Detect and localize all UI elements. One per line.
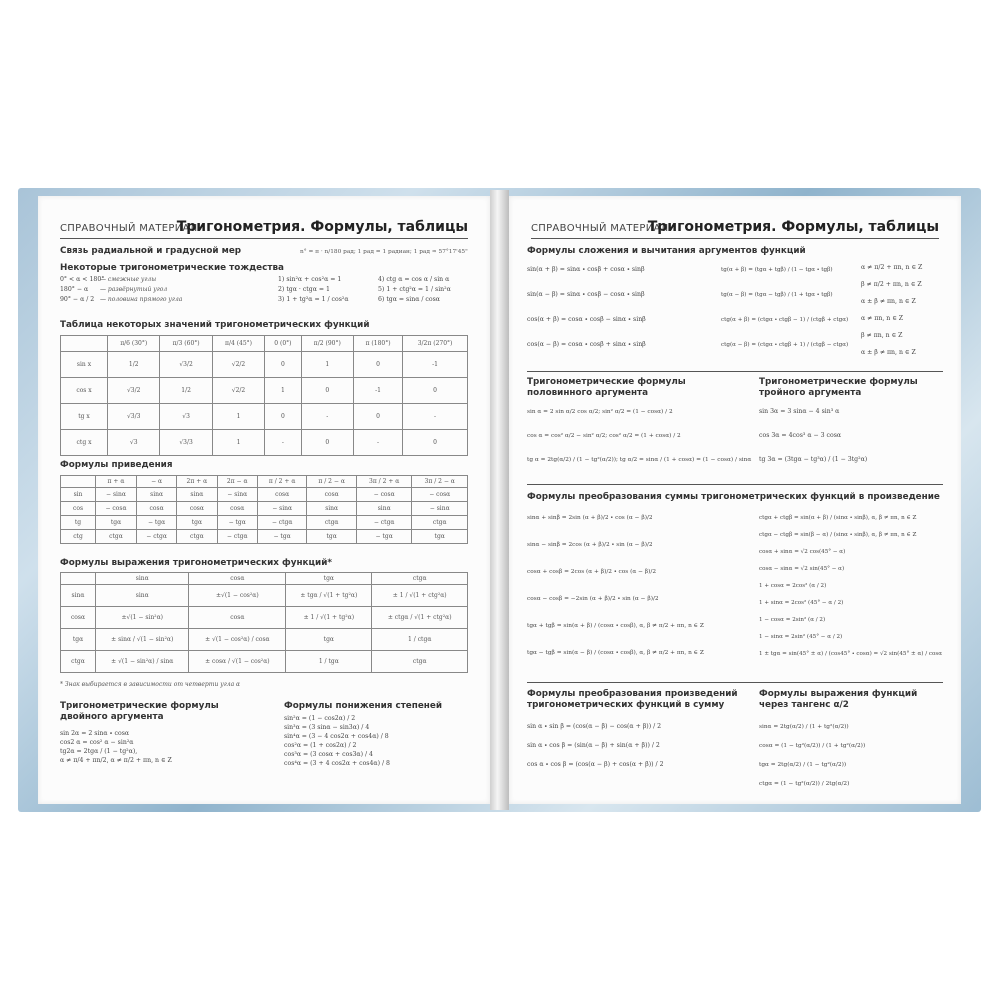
- table-header-row: [61, 476, 468, 488]
- table-cell: cos: [61, 502, 96, 516]
- table-cell: √3: [160, 404, 212, 430]
- table-cell: − tgα: [217, 516, 257, 530]
- table-header-row: [61, 573, 468, 585]
- table-cell: ± 1 / √(1 + tg²α): [286, 607, 372, 629]
- table-cell: -1: [354, 378, 403, 404]
- radian-formula: n° = π · n/180 рад; 1 рад = 1 радиан; 1 рад ≈ 57°17'45": [300, 249, 468, 255]
- sum-formula: sinα + sinβ = 2sin (α + β)/2 ∙ cos (α − β)/2: [527, 515, 653, 521]
- table-cell: 3π / 2 − α: [412, 476, 468, 488]
- double-formula: sin 2α = 2 sinα ∙ cosα: [60, 730, 130, 737]
- table-cell: √3: [108, 430, 160, 456]
- table-cell: sinα: [136, 488, 176, 502]
- sum-formula-right: ctgα − ctgβ = sin(β − α) / (sinα ∙ sinβ), α, β ≠ πn, n ∈ Z: [759, 532, 917, 538]
- table-cell: tgα: [412, 530, 468, 544]
- table-cell: ± √(1 − sin²α) / sinα: [96, 651, 189, 673]
- triple-heading: Тригонометрические формулы тройного аргумента: [759, 377, 918, 398]
- addition-formula: cos(α + β) = cosα ∙ cosβ − sinα ∙ sinβ: [527, 316, 646, 323]
- tangent-formula: ctgα = (1 − tg²(α/2)) / 2tg(α/2): [759, 781, 850, 787]
- sum-formula: cosα − cosβ = −2sin (α + β)/2 ∙ sin (α − β)/2: [527, 596, 659, 602]
- triple-formula: cos 3α = 4cos³ α − 3 cosα: [759, 432, 842, 439]
- table-row: [61, 404, 468, 430]
- identity-item: 1) sin²α + cos²α = 1: [278, 276, 342, 283]
- sum-formula: sinα − sinβ = 2cos (α + β)/2 ∙ sin (α − β)/2: [527, 542, 653, 548]
- table-cell: π / 2 + α: [257, 476, 307, 488]
- double-formula: tg2α = 2tgα / (1 − tg²α),: [60, 748, 138, 755]
- right-page: [509, 196, 961, 804]
- table-cell: ctgα: [372, 651, 468, 673]
- table-cell: √2/2: [212, 352, 264, 378]
- identity-item: 4) ctg α = cos α / sin α: [378, 276, 450, 283]
- tangent-heading: Формулы выражения функций через тангенс α/2: [759, 689, 918, 710]
- table-cell: √3/2: [160, 352, 212, 378]
- addition-condition: β ≠ πn, n ∈ Z: [861, 332, 903, 339]
- identity-item: 180° − α: [60, 286, 89, 293]
- table-cell: ± 1 / √(1 + ctg²α): [372, 585, 468, 607]
- addition-tan-formula: tg(α − β) = (tgα − tgβ) / (1 + tgα ∙ tgβ): [721, 292, 833, 298]
- table-row: [61, 629, 468, 651]
- power-formula: sin²α = (1 − cos2α) / 2: [284, 715, 356, 722]
- identity-item: — развёрнутый угол: [100, 286, 168, 293]
- table-cell: [61, 573, 96, 585]
- power-formula: sin⁴α = (3 − 4 cos2α + cos4α) / 8: [284, 733, 389, 740]
- sum-formula: cosα + cosβ = 2cos (α + β)/2 ∙ cos (α − β)/2: [527, 569, 657, 575]
- table-cell: 0: [403, 378, 468, 404]
- reduction-heading: Формулы приведения: [60, 460, 173, 470]
- table-cell: π + α: [96, 476, 137, 488]
- table-cell: 1 / tgα: [286, 651, 372, 673]
- table-cell: √3/2: [108, 378, 160, 404]
- table-cell: ctg x: [61, 430, 108, 456]
- table-cell: tgα: [286, 573, 372, 585]
- table-cell: ctgα: [372, 573, 468, 585]
- tangent-formula: cosα = (1 − tg²(α/2)) / (1 + tg²(α/2)): [759, 743, 866, 749]
- double-formula: α ≠ π/4 + πn/2, α ≠ π/2 + πn, n ∈ Z: [60, 757, 172, 764]
- table-cell: 0: [265, 352, 301, 378]
- table-cell: cos x: [61, 378, 108, 404]
- product-formula: sin α ∙ sin β = (cos(α − β) − cos(α + β)) / 2: [527, 723, 662, 730]
- table-cell: tgα: [61, 629, 96, 651]
- table-header-row: [61, 336, 468, 352]
- table-cell: − ctgα: [257, 516, 307, 530]
- table-cell: 1/2: [108, 352, 160, 378]
- table-cell: 0: [403, 430, 468, 456]
- sum-heading: Формулы преобразования суммы тригонометрических функций в произведение: [527, 492, 940, 502]
- table-cell: ± cosα / √(1 − cos²α): [189, 651, 286, 673]
- table-cell: π/4 (45°): [212, 336, 264, 352]
- table-cell: tgα: [286, 629, 372, 651]
- addition-condition: α ≠ πn, n ∈ Z: [861, 315, 904, 322]
- table-row: [61, 502, 468, 516]
- table-cell: ± sinα / √(1 − sin²α): [96, 629, 189, 651]
- identity-item: — половина прямого угла: [100, 296, 183, 303]
- table-cell: cosα: [257, 488, 307, 502]
- sum-formula-right: 1 + sinα = 2cos² (45° − α / 2): [759, 600, 844, 606]
- double-formula: cos2 α = cos² α − sin²α: [60, 739, 134, 746]
- addition-condition: α ≠ π/2 + πn, n ∈ Z: [861, 264, 923, 271]
- table-row: [61, 651, 468, 673]
- half-formula: sin α = 2 sin α/2 cos α/2; sin² α/2 = (1 − cosα) / 2: [527, 409, 673, 415]
- table-cell: ±√(1 − cos²α): [189, 585, 286, 607]
- table-cell: − ctgα: [136, 530, 176, 544]
- divider: [527, 371, 943, 372]
- table-cell: 1: [212, 404, 264, 430]
- right-page-header: [531, 212, 939, 239]
- sum-formula-right: ctgα + ctgβ = sin(α + β) / (sinα ∙ sinβ), α, β ≠ πn, n ∈ Z: [759, 515, 917, 521]
- expression-table: [60, 572, 468, 673]
- table-cell: 2π + α: [177, 476, 217, 488]
- table-cell: π / 2 − α: [307, 476, 357, 488]
- notebook-spine: [490, 190, 509, 810]
- sum-formula-right: 1 − sinα = 2sin² (45° − α / 2): [759, 634, 843, 640]
- table-cell: ± tgα / √(1 + tg²α): [286, 585, 372, 607]
- half-heading: Тригонометрические формулы половинного аргумента: [527, 377, 686, 398]
- table-cell: [61, 476, 96, 488]
- table-row: [61, 430, 468, 456]
- table-cell: cosα: [189, 607, 286, 629]
- table-cell: √3/3: [160, 430, 212, 456]
- table-cell: [61, 336, 108, 352]
- page-title: Тригонометрия. Формулы, таблицы: [176, 219, 468, 235]
- table-cell: ctg: [61, 530, 96, 544]
- table-cell: ± √(1 − cos²α) / cosα: [189, 629, 286, 651]
- table-cell: π/3 (60°): [160, 336, 212, 352]
- table-cell: sinα: [61, 585, 96, 607]
- half-formula: tg α = 2tg(α/2) / (1 − tg²(α/2)); tg α/2 = sinα / (1 + cosα) = (1 − cosα) / sinα: [527, 457, 752, 463]
- identity-item: 6) tgα = sinα / cosα: [378, 296, 440, 303]
- table-cell: -: [354, 430, 403, 456]
- table-cell: cosα: [61, 607, 96, 629]
- table-cell: − ctgα: [217, 530, 257, 544]
- table-cell: sinα: [96, 585, 189, 607]
- tangent-formula: tgα = 2tg(α/2) / (1 − tg²(α/2)): [759, 762, 847, 768]
- table-cell: cosα: [307, 488, 357, 502]
- table-cell: ctgα: [412, 516, 468, 530]
- table-cell: π/6 (30°): [108, 336, 160, 352]
- table-row: [61, 352, 468, 378]
- identities-heading: Некоторые тригонометрические тождества: [60, 263, 284, 273]
- table-cell: 0 (0°): [265, 336, 301, 352]
- sum-formula: tgα − tgβ = sin(α − β) / (cosα ∙ cosβ), α, β ≠ π/2 + πn, n ∈ Z: [527, 650, 704, 656]
- product-formula: sin α ∙ cos β = (sin(α − β) + sin(α + β)) / 2: [527, 742, 660, 749]
- table-cell: − cosα: [356, 488, 412, 502]
- sum-formula-right: cosα + sinα = √2 cos(45° − α): [759, 549, 846, 555]
- table-cell: − cosα: [96, 502, 137, 516]
- table-cell: sinα: [177, 488, 217, 502]
- expression-note: * Знак выбирается в зависимости от четверти угла α: [60, 681, 241, 688]
- identity-item: 0° < α < 180°: [60, 276, 105, 283]
- category-label-right: СПРАВОЧНЫЙ МАТЕРИАЛ: [531, 223, 669, 234]
- table-cell: tgα: [307, 530, 357, 544]
- table-cell: tg: [61, 516, 96, 530]
- reduction-table: [60, 475, 468, 544]
- identity-item: — смежные углы: [100, 276, 157, 283]
- sum-formula-right: 1 − cosα = 2sin² (α / 2): [759, 617, 826, 623]
- table-cell: − tgα: [136, 516, 176, 530]
- triple-formula: tg 3α = (3tgα − tg³α) / (1 − 3tg²α): [759, 456, 868, 463]
- radian-heading: Связь радиальной и градусной мер: [60, 246, 242, 256]
- table-cell: ctgα: [307, 516, 357, 530]
- addition-condition: α ± β ≠ πn, n ∈ Z: [861, 298, 916, 305]
- table-cell: 1: [301, 352, 353, 378]
- left-page-header: [60, 212, 468, 239]
- addition-heading: Формулы сложения и вычитания аргументов функций: [527, 246, 806, 256]
- category-label: СПРАВОЧНЫЙ МАТЕРИАЛ: [60, 223, 198, 234]
- addition-tan-formula: ctg(α − β) = (ctgα ∙ ctgβ + 1) / (ctgβ − ctgα): [721, 342, 849, 348]
- table-row: [61, 516, 468, 530]
- table-cell: 1/2: [160, 378, 212, 404]
- values-heading: Таблица некоторых значений тригонометрических функций: [60, 320, 370, 330]
- table-cell: − sinα: [217, 488, 257, 502]
- table-cell: − cosα: [412, 488, 468, 502]
- table-cell: cosα: [136, 502, 176, 516]
- product-heading: Формулы преобразования произведений тригонометрических функций в сумму: [527, 689, 738, 710]
- power-formula: cos⁴α = (3 + 4 cos2α + cos4α) / 8: [284, 760, 390, 767]
- table-cell: 0: [354, 352, 403, 378]
- power-formula: cos³α = (3 cosα + cos3α) / 4: [284, 751, 373, 758]
- table-cell: √2/2: [212, 378, 264, 404]
- sum-formula: tgα + tgβ = sin(α + β) / (cosα ∙ cosβ), α, β ≠ π/2 + πn, n ∈ Z: [527, 623, 704, 629]
- product-formula: cos α ∙ cos β = (cos(α − β) + cos(α + β)) / 2: [527, 761, 664, 768]
- identity-item: 90° − α / 2: [60, 296, 95, 303]
- table-cell: 0: [354, 404, 403, 430]
- identity-item: 3) 1 + tg²α = 1 / cos²α: [278, 296, 349, 303]
- table-cell: -: [301, 404, 353, 430]
- table-cell: cosα: [217, 502, 257, 516]
- expression-heading: Формулы выражения тригонометрических функций*: [60, 558, 332, 568]
- table-cell: √3/3: [108, 404, 160, 430]
- table-cell: − tgα: [257, 530, 307, 544]
- table-cell: tgα: [96, 516, 137, 530]
- sum-formula-right: 1 + cosα = 2cos² (α / 2): [759, 583, 827, 589]
- table-cell: sin: [61, 488, 96, 502]
- double-heading: Тригонометрические формулы двойного аргумента: [60, 701, 219, 722]
- table-cell: ±√(1 − sin²α): [96, 607, 189, 629]
- power-formula: cos²α = (1 + cos2α) / 2: [284, 742, 357, 749]
- tangent-formula: sinα = 2tg(α/2) / (1 + tg²(α/2)): [759, 724, 849, 730]
- table-cell: 0: [301, 378, 353, 404]
- addition-tan-formula: ctg(α + β) = (ctgα ∙ ctgβ − 1) / (ctgβ + ctgα): [721, 317, 849, 323]
- addition-formula: sin(α − β) = sinα ∙ cosβ − cosα ∙ sinβ: [527, 291, 645, 298]
- table-cell: π/2 (90°): [301, 336, 353, 352]
- table-row: [61, 378, 468, 404]
- table-cell: -1: [403, 352, 468, 378]
- triple-formula: sin 3α = 3 sinα − 4 sin³ α: [759, 408, 840, 415]
- table-cell: sinα: [356, 502, 412, 516]
- left-page: [38, 196, 490, 804]
- identity-item: 5) 1 + ctg²α = 1 / sin²α: [378, 286, 451, 293]
- table-cell: cosα: [189, 573, 286, 585]
- power-formula: sin³α = (3 sinα − sin3α) / 4: [284, 724, 370, 731]
- divider: [527, 484, 943, 485]
- table-cell: sinα: [307, 502, 357, 516]
- power-heading: Формулы понижения степеней: [284, 701, 443, 711]
- identity-item: 2) tgα · ctgα = 1: [278, 286, 330, 293]
- table-cell: 3/2π (270°): [403, 336, 468, 352]
- table-cell: sin x: [61, 352, 108, 378]
- sum-formula-right: 1 ± tgα = sin(45° ± α) / (cos45° ∙ cosα) = √2 sin(45° ± α) / cosα: [759, 651, 943, 657]
- table-cell: π (180°): [354, 336, 403, 352]
- table-row: [61, 488, 468, 502]
- table-cell: ctgα: [61, 651, 96, 673]
- table-cell: 0: [265, 404, 301, 430]
- addition-condition: β ≠ π/2 + πn, n ∈ Z: [861, 281, 922, 288]
- table-cell: 1: [212, 430, 264, 456]
- table-cell: − sinα: [96, 488, 137, 502]
- table-cell: -: [265, 430, 301, 456]
- table-cell: 0: [301, 430, 353, 456]
- table-cell: cosα: [177, 502, 217, 516]
- table-cell: ctgα: [96, 530, 137, 544]
- page-title-right: Тригонометрия. Формулы, таблицы: [647, 219, 939, 235]
- half-formula: cos α = cos² α/2 − sin² α/2; cos² α/2 = (1 + cosα) / 2: [527, 433, 681, 439]
- table-cell: tg x: [61, 404, 108, 430]
- table-cell: 3π / 2 + α: [356, 476, 412, 488]
- table-row: [61, 607, 468, 629]
- table-row: [61, 585, 468, 607]
- table-cell: − tgα: [356, 530, 412, 544]
- table-cell: -: [403, 404, 468, 430]
- table-cell: − sinα: [412, 502, 468, 516]
- table-cell: 1 / ctgα: [372, 629, 468, 651]
- table-cell: ± ctgα / √(1 + ctg²α): [372, 607, 468, 629]
- divider: [527, 682, 943, 683]
- table-cell: sinα: [96, 573, 189, 585]
- table-cell: 2π − α: [217, 476, 257, 488]
- values-table: [60, 335, 468, 456]
- addition-formula: sin(α + β) = sinα ∙ cosβ + cosα ∙ sinβ: [527, 266, 645, 273]
- table-cell: − α: [136, 476, 176, 488]
- table-cell: − sinα: [257, 502, 307, 516]
- table-cell: − ctgα: [356, 516, 412, 530]
- table-cell: 1: [265, 378, 301, 404]
- sum-formula-right: cosα − sinα = √2 sin(45° − α): [759, 566, 845, 572]
- table-cell: ctgα: [177, 530, 217, 544]
- table-cell: tgα: [177, 516, 217, 530]
- addition-tan-formula: tg(α + β) = (tgα + tgβ) / (1 − tgα ∙ tgβ): [721, 267, 833, 273]
- addition-formula: cos(α − β) = cosα ∙ cosβ + sinα ∙ sinβ: [527, 341, 646, 348]
- addition-condition: α ± β ≠ πn, n ∈ Z: [861, 349, 916, 356]
- table-row: [61, 530, 468, 544]
